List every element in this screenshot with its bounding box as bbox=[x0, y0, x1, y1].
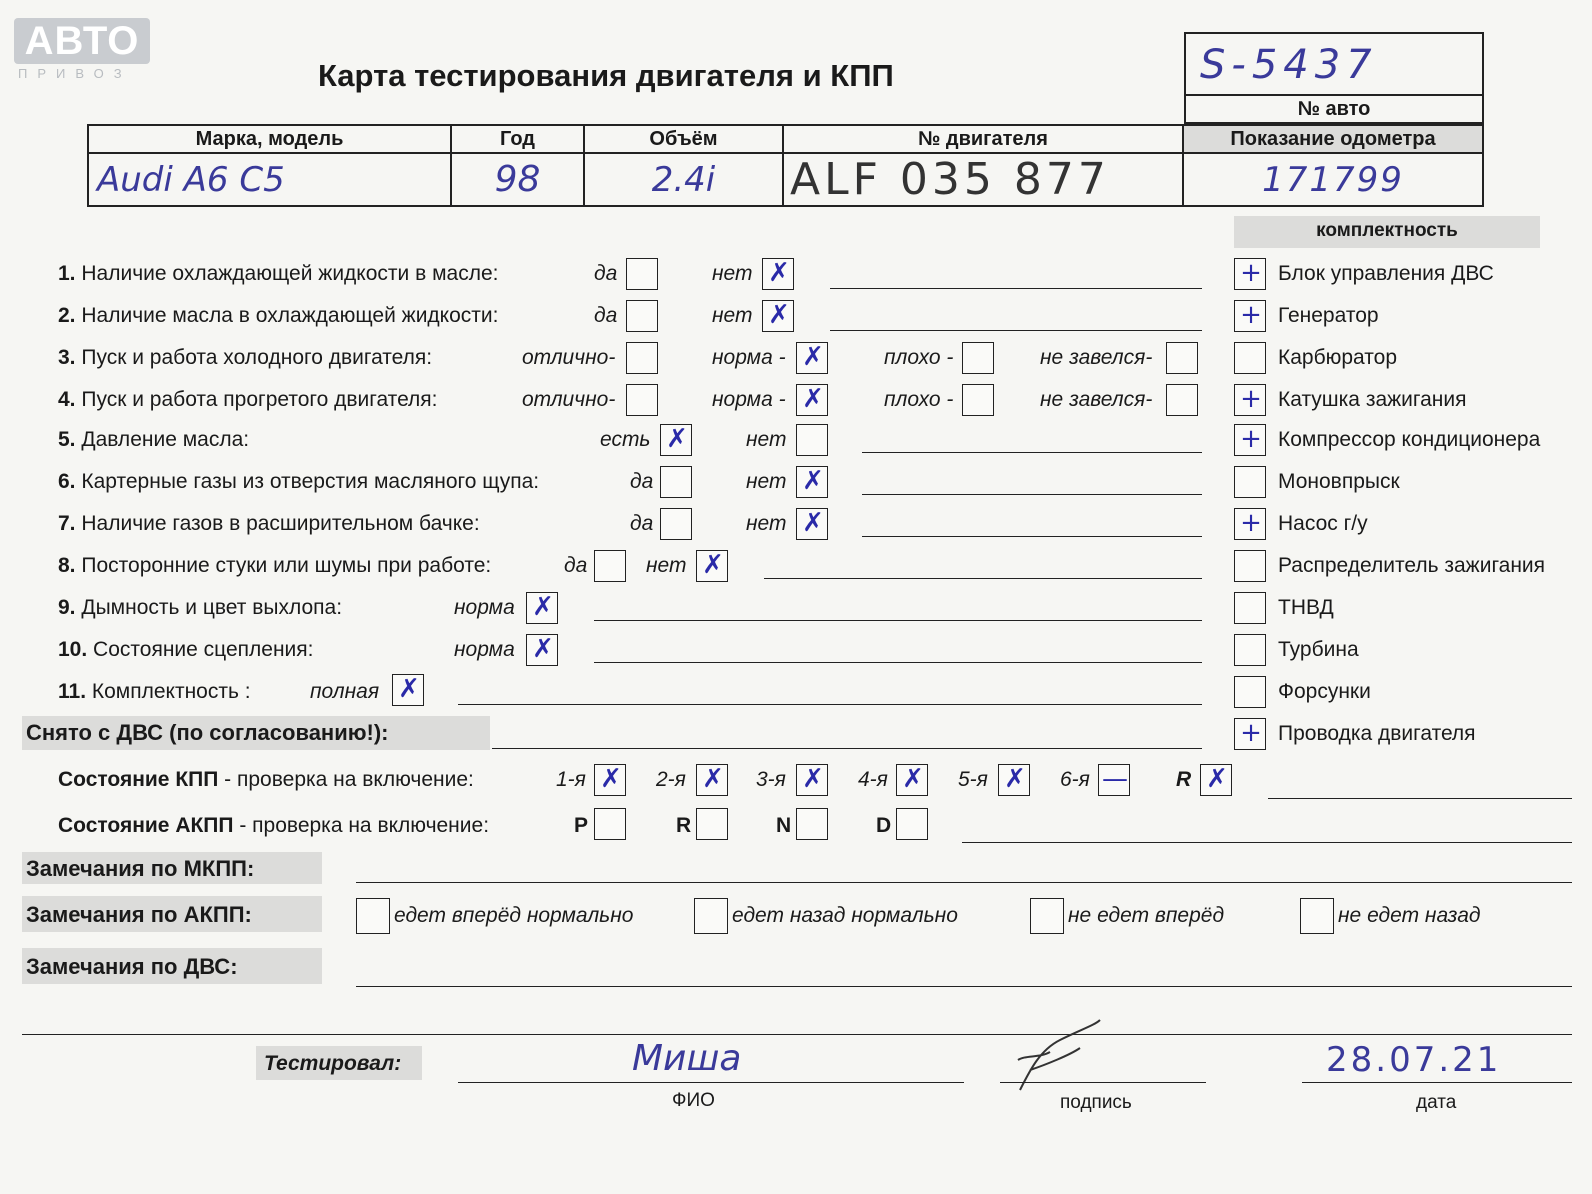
removed-note-line bbox=[492, 748, 1202, 749]
removed-label: Снято с ДВС (по согласованию!): bbox=[26, 720, 389, 745]
manual-gearbox-label: Состояние КПП - проверка на включение: bbox=[58, 768, 474, 791]
comp-item-1: Блок управления ДВС bbox=[1278, 262, 1494, 285]
gear-r-label: R bbox=[1176, 768, 1192, 791]
comp-checkbox-1[interactable] bbox=[1234, 258, 1266, 290]
col-header-year: Год bbox=[451, 125, 584, 153]
vehicle-info-table bbox=[87, 124, 1484, 207]
x-mark: ✗ bbox=[1206, 764, 1228, 794]
page-title: Карта тестирования двигателя и КПП bbox=[318, 58, 894, 93]
comp-item-12: Проводка двигателя bbox=[1278, 722, 1476, 745]
plus-mark: + bbox=[1240, 424, 1262, 454]
q3-bad-checkbox[interactable] bbox=[962, 342, 994, 374]
q1-yes-checkbox[interactable] bbox=[626, 258, 658, 290]
plus-mark: + bbox=[1240, 384, 1262, 414]
akpp-no-forward-label: не едет вперёд bbox=[1068, 904, 1225, 927]
q9-opt-normal-label: норма bbox=[454, 596, 515, 619]
x-mark: ✗ bbox=[768, 300, 790, 330]
comp-checkbox-4[interactable] bbox=[1234, 384, 1266, 416]
q6-yes-checkbox[interactable] bbox=[660, 466, 692, 498]
x-mark: ✗ bbox=[532, 592, 554, 622]
x-mark: ✗ bbox=[768, 258, 790, 288]
car-number-divider bbox=[1186, 94, 1482, 96]
comp-item-10: Турбина bbox=[1278, 638, 1359, 661]
akpp-no-backward-checkbox[interactable] bbox=[1300, 898, 1334, 934]
q4-opt-nostart-label: не завелся- bbox=[1040, 388, 1153, 411]
x-mark: ✗ bbox=[398, 674, 420, 704]
question-10: 10. Состояние сцепления: bbox=[58, 638, 314, 661]
akpp-no-backward-label: не едет назад bbox=[1338, 904, 1481, 927]
q5-yes-checkbox[interactable] bbox=[660, 424, 692, 456]
q7-opt-no-label: нет bbox=[746, 512, 787, 535]
comp-item-6: Моновпрыск bbox=[1278, 470, 1400, 493]
q4-normal-checkbox[interactable] bbox=[796, 384, 828, 416]
q7-yes-checkbox[interactable] bbox=[660, 508, 692, 540]
q7-note-line bbox=[862, 536, 1202, 537]
completeness-title: комплектность bbox=[1316, 220, 1458, 241]
comp-item-5: Компрессор кондиционера bbox=[1278, 428, 1541, 451]
comp-checkbox-11[interactable] bbox=[1234, 676, 1266, 708]
comp-checkbox-12[interactable] bbox=[1234, 718, 1266, 750]
logo: АВТО bbox=[14, 18, 150, 64]
x-mark: ✗ bbox=[600, 764, 622, 794]
manual-gearbox-note-line bbox=[1268, 798, 1572, 799]
x-mark: ✗ bbox=[1004, 764, 1026, 794]
comp-checkbox-6[interactable] bbox=[1234, 466, 1266, 498]
name-line bbox=[458, 1082, 964, 1083]
q4-opt-bad-label: плохо - bbox=[884, 388, 954, 411]
col-header-odometer: Показание одометра bbox=[1183, 125, 1483, 153]
q5-note-line bbox=[862, 452, 1202, 453]
question-4: 4. Пуск и работа прогретого двигателя: bbox=[58, 388, 438, 411]
date-caption: дата bbox=[1416, 1092, 1457, 1113]
auto-p-label: P bbox=[574, 814, 589, 837]
plus-mark: + bbox=[1240, 508, 1262, 538]
akpp-forward-ok-checkbox[interactable] bbox=[356, 898, 390, 934]
tester-name-value: Миша bbox=[632, 1038, 742, 1079]
q1-opt-no-label: нет bbox=[712, 262, 753, 285]
q7-no-checkbox[interactable] bbox=[796, 508, 828, 540]
q8-opt-no-label: нет bbox=[646, 554, 687, 577]
x-mark: ✗ bbox=[532, 634, 554, 664]
comp-checkbox-3[interactable] bbox=[1234, 342, 1266, 374]
q6-opt-no-label: нет bbox=[746, 470, 787, 493]
comp-checkbox-8[interactable] bbox=[1234, 550, 1266, 582]
q3-opt-nostart-label: не завелся- bbox=[1040, 346, 1153, 369]
x-mark: ✗ bbox=[902, 764, 924, 794]
q10-opt-normal-label: норма bbox=[454, 638, 515, 661]
comp-item-2: Генератор bbox=[1278, 304, 1379, 327]
q1-note-line bbox=[830, 288, 1202, 289]
comp-item-4: Катушка зажигания bbox=[1278, 388, 1467, 411]
q7-opt-yes-label: да bbox=[630, 512, 654, 535]
q10-normal-checkbox[interactable] bbox=[526, 634, 558, 666]
gear-6-label: 6-я bbox=[1060, 768, 1090, 791]
remarks-akpp-label: Замечания по АКПП: bbox=[26, 902, 252, 927]
q9-normal-checkbox[interactable] bbox=[526, 592, 558, 624]
gear-2-checkbox[interactable] bbox=[696, 764, 728, 796]
gear-2-label: 2-я bbox=[656, 768, 686, 791]
q11-opt-full-label: полная bbox=[310, 680, 380, 703]
akpp-no-forward-checkbox[interactable] bbox=[1030, 898, 1064, 934]
auto-r-checkbox[interactable] bbox=[696, 808, 728, 840]
x-mark: ✗ bbox=[802, 342, 824, 372]
q4-excellent-checkbox[interactable] bbox=[626, 384, 658, 416]
question-3: 3. Пуск и работа холодного двигателя: bbox=[58, 346, 433, 369]
q2-note-line bbox=[830, 330, 1202, 331]
question-9: 9. Дымность и цвет выхлопа: bbox=[58, 596, 343, 619]
col-header-volume: Объём bbox=[584, 125, 783, 153]
gear-r-checkbox[interactable] bbox=[1200, 764, 1232, 796]
signature-graphic bbox=[1000, 1010, 1110, 1100]
remarks-dvs-label: Замечания по ДВС: bbox=[26, 954, 238, 979]
q11-note-line bbox=[458, 704, 1202, 705]
q1-opt-yes-label: да bbox=[594, 262, 618, 285]
gear-4-label: 4-я bbox=[858, 768, 888, 791]
remarks-dvs-line bbox=[356, 986, 1572, 987]
x-mark: ✗ bbox=[802, 384, 824, 414]
comp-checkbox-7[interactable] bbox=[1234, 508, 1266, 540]
gear-1-label: 1-я bbox=[556, 768, 586, 791]
q5-opt-no-label: нет bbox=[746, 428, 787, 451]
car-number-box bbox=[1184, 32, 1484, 124]
q8-yes-checkbox[interactable] bbox=[594, 550, 626, 582]
x-mark: ✗ bbox=[702, 764, 724, 794]
comp-item-3: Карбюратор bbox=[1278, 346, 1398, 369]
tested-label: Тестировал: bbox=[264, 1052, 402, 1075]
comp-item-7: Насос г/у bbox=[1278, 512, 1368, 535]
auto-p-checkbox[interactable] bbox=[594, 808, 626, 840]
auto-gearbox-note-line bbox=[962, 842, 1572, 843]
remarks-mkpp-line bbox=[356, 882, 1572, 883]
auto-n-checkbox[interactable] bbox=[796, 808, 828, 840]
q2-opt-yes-label: да bbox=[594, 304, 618, 327]
question-5: 5. Давление масла: bbox=[58, 428, 250, 451]
gear-3-checkbox[interactable] bbox=[796, 764, 828, 796]
name-caption: ФИО bbox=[672, 1090, 715, 1111]
remarks-mkpp-label: Замечания по МКПП: bbox=[26, 856, 255, 881]
comp-item-9: ТНВД bbox=[1278, 596, 1334, 619]
auto-r-label: R bbox=[676, 814, 692, 837]
volume-value: 2.4i bbox=[651, 159, 716, 200]
gear-6-checkbox[interactable] bbox=[1098, 764, 1130, 796]
plus-mark: + bbox=[1240, 718, 1262, 748]
q8-opt-yes-label: да bbox=[564, 554, 588, 577]
gear-4-checkbox[interactable] bbox=[896, 764, 928, 796]
q3-opt-bad-label: плохо - bbox=[884, 346, 954, 369]
question-7: 7. Наличие газов в расширительном бачке: bbox=[58, 512, 480, 535]
auto-d-checkbox[interactable] bbox=[896, 808, 928, 840]
auto-gearbox-label: Состояние АКПП - проверка на включение: bbox=[58, 814, 490, 837]
x-mark: ✗ bbox=[802, 508, 824, 538]
engine-number-value: ALF 035 877 bbox=[790, 154, 1110, 205]
auto-d-label: D bbox=[876, 814, 892, 837]
q3-nostart-checkbox[interactable] bbox=[1166, 342, 1198, 374]
q2-no-checkbox[interactable] bbox=[762, 300, 794, 332]
q4-opt-excellent-label: отлично- bbox=[522, 388, 616, 411]
car-number-value: S-5437 bbox=[1200, 42, 1378, 88]
x-mark: ✗ bbox=[666, 424, 688, 454]
model-value: Audi A6 C5 bbox=[97, 159, 285, 200]
comp-checkbox-2[interactable] bbox=[1234, 300, 1266, 332]
q3-opt-normal-label: норма - bbox=[712, 346, 786, 369]
date-line bbox=[1302, 1082, 1572, 1083]
q8-no-checkbox[interactable] bbox=[696, 550, 728, 582]
q6-no-checkbox[interactable] bbox=[796, 466, 828, 498]
q5-opt-yes-label: есть bbox=[600, 428, 651, 451]
gear-5-checkbox[interactable] bbox=[998, 764, 1030, 796]
q3-opt-excellent-label: отлично- bbox=[522, 346, 616, 369]
comp-checkbox-10[interactable] bbox=[1234, 634, 1266, 666]
x-mark: ✗ bbox=[802, 466, 824, 496]
akpp-backward-ok-checkbox[interactable] bbox=[694, 898, 728, 934]
q4-nostart-checkbox[interactable] bbox=[1166, 384, 1198, 416]
col-header-engine-number: № двигателя bbox=[783, 125, 1183, 153]
q9-note-line bbox=[594, 620, 1202, 621]
logo-subtitle: ПРИВОЗ bbox=[18, 66, 132, 81]
q3-normal-checkbox[interactable] bbox=[796, 342, 828, 374]
plus-mark: + bbox=[1240, 300, 1262, 330]
question-8: 8. Посторонние стуки или шумы при работе: bbox=[58, 554, 492, 577]
plus-mark: + bbox=[1240, 258, 1262, 288]
gear-5-label: 5-я bbox=[958, 768, 988, 791]
q1-no-checkbox[interactable] bbox=[762, 258, 794, 290]
col-header-model: Марка, модель bbox=[88, 125, 451, 153]
q3-excellent-checkbox[interactable] bbox=[626, 342, 658, 374]
dash-mark: — bbox=[1102, 764, 1128, 794]
question-2: 2. Наличие масла в охлаждающей жидкости: bbox=[58, 304, 499, 327]
question-6: 6. Картерные газы из отверстия масляного щупа: bbox=[58, 470, 540, 493]
comp-item-11: Форсунки bbox=[1278, 680, 1371, 703]
question-1: 1. Наличие охлаждающей жидкости в масле: bbox=[58, 262, 499, 285]
x-mark: ✗ bbox=[702, 550, 724, 580]
q11-full-checkbox[interactable] bbox=[392, 674, 424, 706]
q4-bad-checkbox[interactable] bbox=[962, 384, 994, 416]
signature-line bbox=[1000, 1082, 1206, 1083]
q4-opt-normal-label: норма - bbox=[712, 388, 786, 411]
comp-checkbox-9[interactable] bbox=[1234, 592, 1266, 624]
comp-item-8: Распределитель зажигания bbox=[1278, 554, 1546, 577]
gear-1-checkbox[interactable] bbox=[594, 764, 626, 796]
akpp-backward-ok-label: едет назад нормально bbox=[732, 904, 958, 927]
year-value: 98 bbox=[494, 159, 541, 200]
comp-checkbox-5[interactable] bbox=[1234, 424, 1266, 456]
q8-note-line bbox=[764, 578, 1202, 579]
gear-3-label: 3-я bbox=[756, 768, 786, 791]
q10-note-line bbox=[594, 662, 1202, 663]
x-mark: ✗ bbox=[802, 764, 824, 794]
q6-note-line bbox=[862, 494, 1202, 495]
odometer-value: 171799 bbox=[1262, 159, 1404, 200]
auto-n-label: N bbox=[776, 814, 792, 837]
remarks-extra-line bbox=[22, 1034, 1572, 1035]
q2-yes-checkbox[interactable] bbox=[626, 300, 658, 332]
q5-no-checkbox[interactable] bbox=[796, 424, 828, 456]
q6-opt-yes-label: да bbox=[630, 470, 654, 493]
signature-caption: подпись bbox=[1060, 1092, 1132, 1113]
question-11: 11. Комплектность : bbox=[58, 680, 251, 703]
akpp-forward-ok-label: едет вперёд нормально bbox=[394, 904, 634, 927]
date-value: 28.07.21 bbox=[1326, 1040, 1502, 1080]
q2-opt-no-label: нет bbox=[712, 304, 753, 327]
car-number-label: № авто bbox=[1297, 98, 1371, 120]
